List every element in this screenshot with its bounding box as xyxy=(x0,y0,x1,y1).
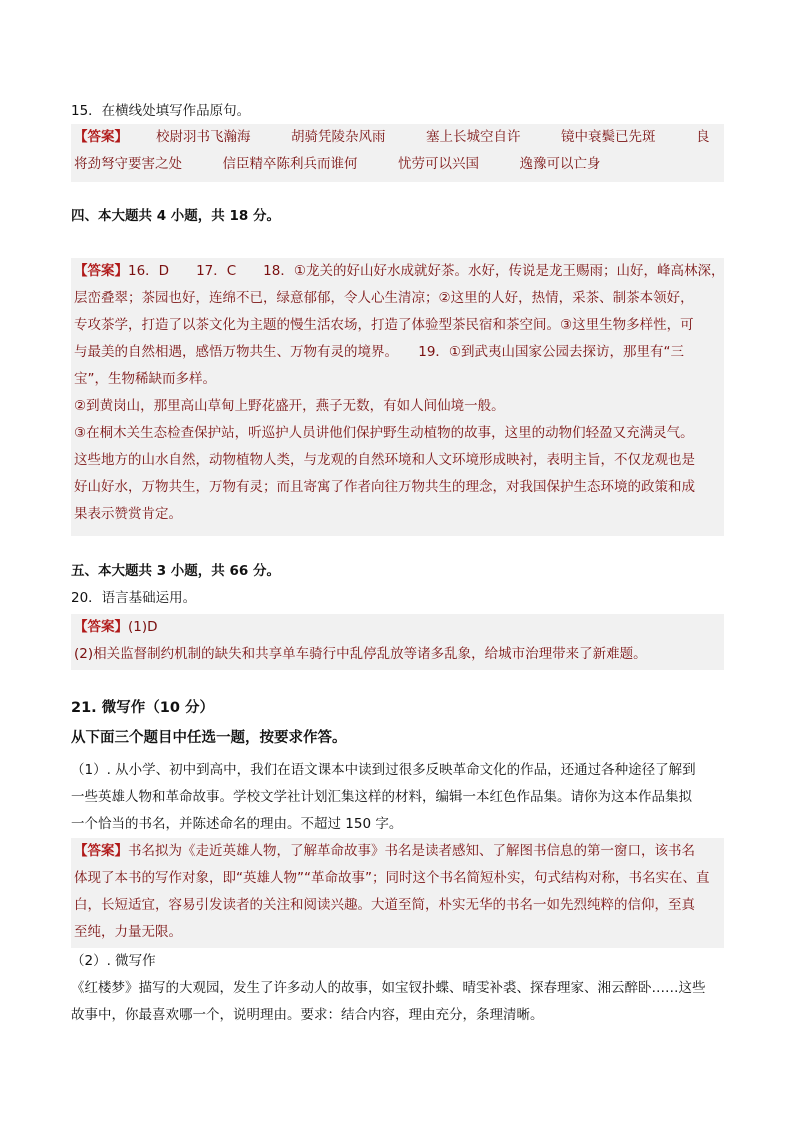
answer-tag: 【答案】 xyxy=(74,263,128,279)
q16-19-line-0 xyxy=(71,258,724,285)
q16-19-line-3: 与最美的自然相遇，感悟万物共生、万物有灵的境界。 19．①到武夷山国家公园去探访，那里有“三 xyxy=(74,344,685,360)
q21-p1-line-0: （1）. 从小学、初中到高中，我们在语文课本中读到过很多反映革命文化的作品，还通过各种途径了解到 xyxy=(71,762,696,778)
q15-answer-line2: 将劲弩守要害之处 信臣精卒陈利兵而谁何 忧劳可以兴国 逸豫可以亡身 xyxy=(74,156,601,172)
q20-answer-line1 xyxy=(71,614,724,641)
q21-p2-line-1: 故事中，你最喜欢哪一个，说明理由。要求：结合内容，理由充分，条理清晰。 xyxy=(71,1007,544,1023)
q21-part1-prompt xyxy=(71,757,724,838)
q20-answer-box xyxy=(71,614,724,670)
q16-19-line-8: 好山好水，万物共生，万物有灵；而且寄寓了作者向往万物共生的理念，对我国保护生态环境的政策和成 xyxy=(74,479,695,495)
q20-title: 20．语言基础运用。 xyxy=(71,590,197,606)
section5-title: 五、本大题共 3 小题，共 66 分。 xyxy=(71,563,280,579)
answer-tag: 【答案】 xyxy=(74,843,128,859)
q20-answer-text1: (1)D xyxy=(128,619,158,635)
q21-answer-line-0 xyxy=(71,838,724,865)
section4-title: 四、本大题共 4 小题，共 18 分。 xyxy=(71,208,280,224)
q21-p1-line-2: 一个恰当的书名，并陈述命名的理由。不超过 150 字。 xyxy=(71,816,403,832)
q16-19-line-4: 宝”，生物稀缺而多样。 xyxy=(74,371,216,387)
q20-answer-line2: (2)相关监督制约机制的缺失和共享单车骑行中乱停乱放等诸多乱象，给城市治理带来了新难题。 xyxy=(74,646,647,662)
q21-answer-line-3: 至纯，力量无限。 xyxy=(74,924,182,940)
q16-19-line-7: 这些地方的山水自然，动物植物人类，与龙观的自然环境和人文环境形成映衬，表明主旨，不仅龙观也是 xyxy=(74,452,695,468)
q21-p1-line-1: 一些英雄人物和革命故事。学校文学社计划汇集这样的材料，编辑一本红色作品集。请你为这本作品集拟 xyxy=(71,789,692,805)
answer-tag: 【答案】 xyxy=(74,129,128,145)
q21-instruction: 从下面三个题目中任选一题，按要求作答。 xyxy=(71,730,347,746)
q21-part2 xyxy=(71,948,724,1029)
q21-p2-title: （2）. 微写作 xyxy=(71,953,156,969)
q16-19-line-6: ③在桐木关生态检查保护站，听巡护人员讲他们保护野生动植物的故事，这里的动物们轻盈又充满灵气。 xyxy=(74,425,694,441)
q21-answer-line-1: 体现了本书的写作对象，即“英雄人物”“革命故事”；同时这个书名简短朴实，句式结构对称，书名实在、直 xyxy=(74,870,710,886)
q16-19-line-9: 果表示赞赏肯定。 xyxy=(74,506,182,522)
q16-19-line-1: 层峦叠翠；茶园也好，连绵不已，绿意郁郁，令人心生清凉；②这里的人好，热情，采茶、制茶本领好， xyxy=(74,290,694,306)
q15-answer-box xyxy=(71,124,724,182)
q16-19-line-5: ②到黄岗山，那里高山草甸上野花盛开，燕子无数，有如人间仙境一般。 xyxy=(74,398,505,414)
q21-answer-line-2: 白，长短适宜，容易引发读者的关注和阅读兴趣。大道至简，朴实无华的书名一如先烈纯粹的信仰，至真 xyxy=(74,897,695,913)
q15-answer-line1 xyxy=(71,124,724,151)
q16-19-line-2: 专攻茶学，打造了以茶文化为主题的慢生活农场，打造了体验型茶民宿和茶空间。③这里生物多样性，可 xyxy=(74,317,694,333)
q15-answer-text1: 校尉羽书飞瀚海 胡骑凭陵杂风雨 塞上长城空自许 镜中衰鬓已先斑 良 xyxy=(156,129,710,145)
q21-p2-line-0: 《红楼梦》描写的大观园，发生了许多动人的故事，如宝钗扑蝶、晴雯补裘、探春理家、湘云醉卧……这些 xyxy=(71,980,706,996)
q16-19-text-0: 16．D 17．C 18．①龙关的好山好水成就好茶。水好，传说是龙王赐雨；山好，峰高林深， xyxy=(128,263,724,279)
q16-19-answer-box xyxy=(71,258,724,536)
q21-answer-text-0: 书名拟为《走近英雄人物，了解革命故事》书名是读者感知、了解图书信息的第一窗口，该书名 xyxy=(128,843,695,859)
q21-title: 21. 微写作（10 分） xyxy=(71,700,214,716)
q21-answer-box xyxy=(71,838,724,948)
q15-title: 15．在横线处填写作品原句。 xyxy=(71,103,251,119)
answer-tag: 【答案】 xyxy=(74,619,128,635)
